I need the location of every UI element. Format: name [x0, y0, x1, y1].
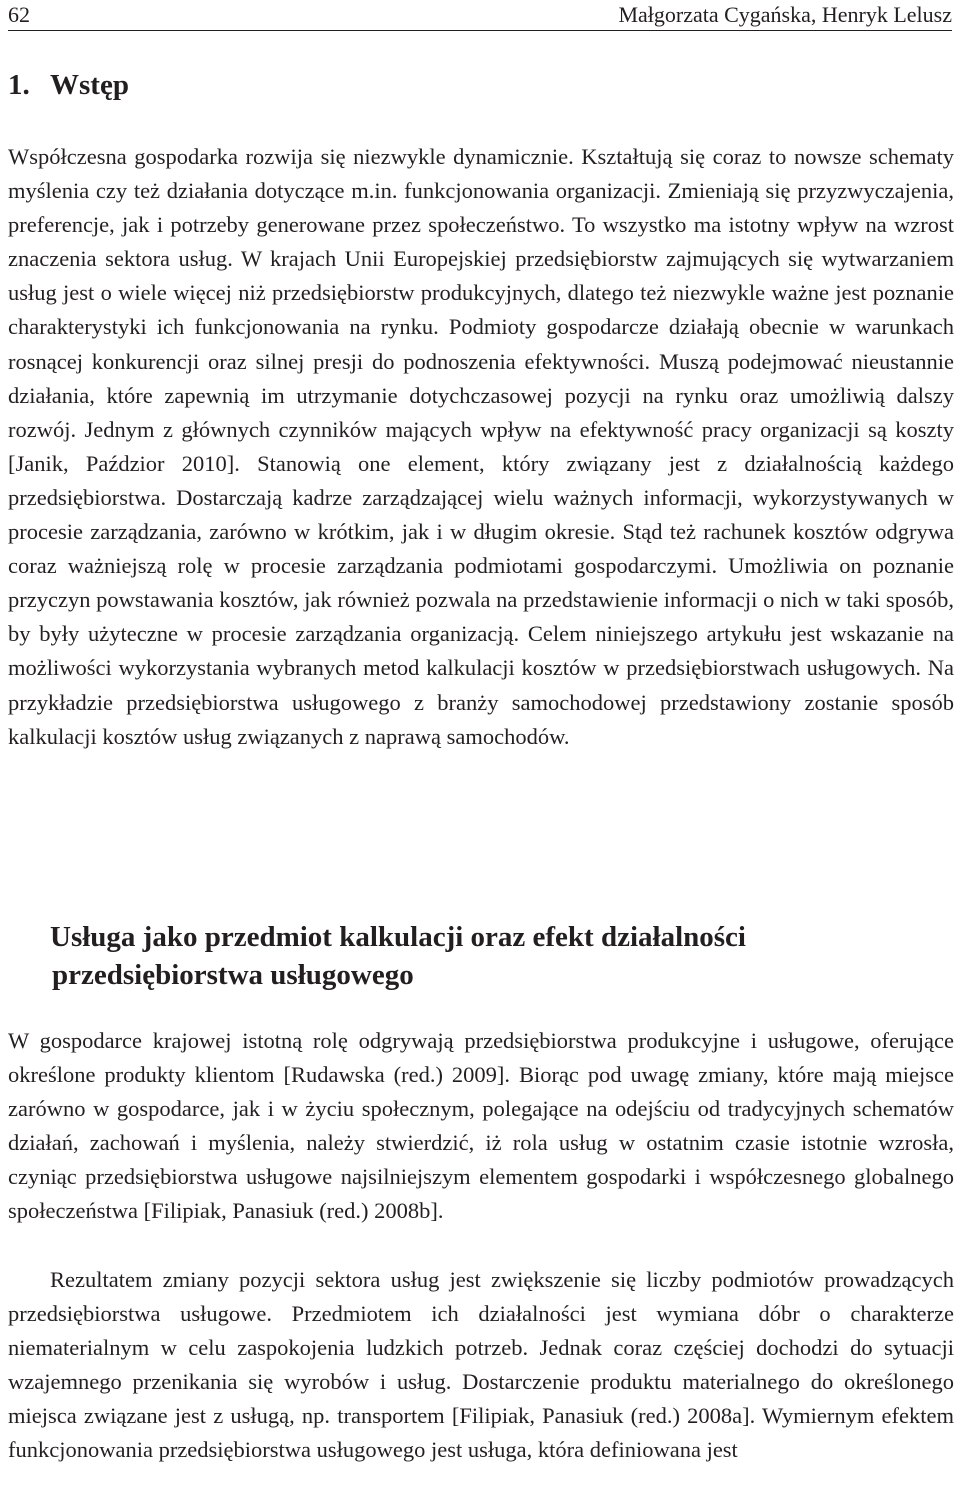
section-number [8, 918, 50, 956]
paragraph-services-1: W gospodarce krajowej istotną rolę odgrywają przedsiębiorstwa produkcyjne i usługowe, oferujące określone produkty klientom [Rudawska (red.) 2009]. Biorąc pod uwagę zmiany, które mają miejsce zarówno w gospodarce, jak i w życiu społecznym, polegające na odejściu od tradycyjnych schematów działań, zachowań i myślenia, należy stwierdzić, iż rola usług w ostatnim czasie istotnie wzrosła, czyniąc przedsiębiorstwa usługowe najsilniejszym elementem gospodarki i współczesnego globalnego społeczeństwa [Filipiak, Panasiuk (red.) 2008b]. [8, 1028, 954, 1224]
section-number: 1. [8, 69, 30, 101]
running-head-authors: Małgorzata Cygańska, Henryk Lelusz [618, 2, 952, 27]
section-title: Usługa jako przedmiot kalkulacji oraz efekt działalności przedsiębiorstwa usługowego [50, 921, 746, 991]
running-head [8, 0, 952, 31]
section-title: Wstęp [50, 69, 129, 101]
paragraph-services-2: Rezultatem zmiany pozycji sektora usług jest zwiększenie się liczby podmiotów prowadzących przedsiębiorstwa usługowe. Przedmiotem ich działalności jest wymiana dóbr o charakterze niematerialnym w celu zaspokojenia ludzkich potrzeb. Jednak coraz częściej dochodzi do sytuacji wzajemnego przenikania się wyrobów i usług. Dostarczenie produktu materialnego do określonego miejsca związane jest z usługą, np. transportem [Filipiak, Panasiuk (red.) 2008a]. Wymiernym efektem funkcjonowania przedsiębiorstwa usługowego jest usługa, która definiowana jest [8, 1267, 954, 1463]
page-number: 62 [8, 2, 30, 27]
section-heading-1 [8, 66, 952, 104]
paragraph-introduction: Współczesna gospodarka rozwija się niezwykle dynamicznie. Kształtują się coraz to nowsze schematy myślenia czy też działania dotyczące m.in. funkcjonowania organizacji. Zmieniają się przyzwyczajenia, preferencje, jak i potrzeby generowane przez społeczeństwo. To wszystko ma istotny wpływ na wzrost znaczenia sektora usług. W krajach Unii Europejskiej przedsiębiorstw zajmujących się wytwarzaniem usług jest o wiele więcej niż przedsiębiorstw produkcyjnych, dlatego też niezwykle ważne jest poznanie charakterystyki ich funkcjonowania na rynku. Podmioty gospodarcze działają obecnie w warunkach rosnącej konkurencji oraz silnej presji do podnoszenia efektywności. Muszą podejmować nieustannie działania, które zapewnią im utrzymanie dotychczasowej pozycji na rynku oraz umożliwią dalszy rozwój. Jednym z głównych czynników mających wpływ na efektywność pracy organizacji są koszty [Janik, Paździor 2010]. Stanowią one element, który związany jest z działalnością każdego przedsiębiorstwa. Dostarczają kadrze zarządzającej wielu ważnych informacji, wykorzystywanych w procesie zarządzania, zarówno w krótkim, jak i w długim okresie. Stąd też rachunek kosztów odgrywa coraz ważniejszą rolę w procesie zarządzania podmiotami gospodarczymi. Umożliwia on poznanie przyczyn powstawania kosztów, jak również pozwala na przedstawienie informacji o nich w taki sposób, by były użyteczne w procesie zarządzania organizacją. Celem niniejszego artykułu jest wskazanie na możliwości wykorzystania wybranych metod kalkulacji kosztów w przedsiębiorstwach usługowych. Na przykładzie przedsiębiorstwa usługowego z branży samochodowej przedstawiony zostanie sposób kalkulacji kosztów usług związanych z naprawą samochodów. [8, 144, 954, 749]
section-heading-2 [8, 918, 952, 994]
